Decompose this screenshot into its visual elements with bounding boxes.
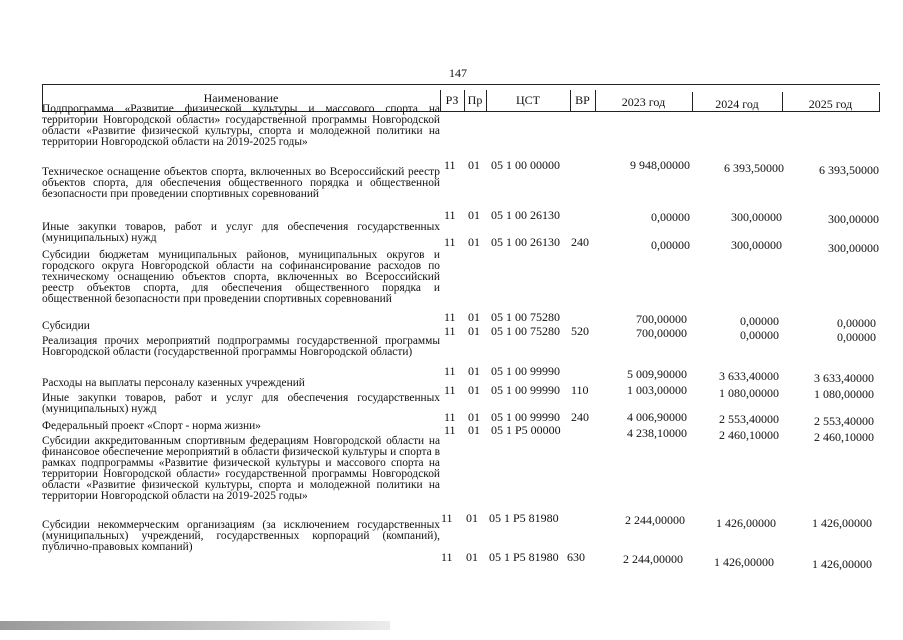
row-name: Иные закупки товаров, работ и услуг для обеспечения государственных (муниципальных) нужд bbox=[42, 392, 440, 416]
row-2024: 0,00000 bbox=[740, 314, 779, 328]
row-2025: 3 633,40000 bbox=[814, 371, 874, 385]
row-2023: 4 238,10000 bbox=[627, 426, 687, 440]
row-2024: 2 553,40000 bbox=[719, 412, 779, 426]
row-pr: 01 bbox=[466, 550, 478, 564]
row-name: Иные закупки товаров, работ и услуг для обеспечения государственных (муниципальных) нужд bbox=[42, 221, 440, 245]
row-rz: 11 bbox=[444, 423, 456, 437]
row-2025: 300,00000 bbox=[828, 212, 879, 226]
row-2025: 0,00000 bbox=[837, 316, 876, 330]
page-number: 147 bbox=[449, 66, 467, 80]
row-2025: 0,00000 bbox=[837, 330, 876, 344]
row-name: Реализация прочих мероприятий подпрограммы государственной программы Новгородской области (государственной программы Новгородской области) bbox=[42, 335, 440, 359]
row-rz: 11 bbox=[444, 158, 456, 172]
row-rz: 11 bbox=[444, 383, 456, 397]
row-cst: 05 1 P5 81980 bbox=[489, 511, 559, 525]
row-cst: 05 1 00 99990 bbox=[491, 383, 560, 397]
row-2023: 5 009,90000 bbox=[627, 367, 687, 381]
row-2025: 2 460,10000 bbox=[814, 430, 874, 444]
row-vr: 110 bbox=[571, 383, 589, 397]
row-2025: 6 393,50000 bbox=[819, 163, 879, 177]
header-name: Наименование bbox=[203, 91, 279, 105]
row-pr: 01 bbox=[466, 511, 478, 525]
row-name: Субсидии аккредитованным спортивным федерациям Новгородской области на финансовое обеспечение мероприятий в области физической культуры и спорта в рамках подпрограммы «Развитие физической культуры и массового спорта на территории Новгородской области» государственной программы Новгородской области «Развитие физической культуры, спорта и молодежной политики на территории Новгородской области на 2019-2025 годы» bbox=[42, 435, 440, 503]
row-rz: 11 bbox=[441, 511, 453, 525]
row-pr: 01 bbox=[468, 324, 480, 338]
row-cst: 05 1 00 99990 bbox=[491, 364, 560, 378]
row-cst: 05 1 00 99990 bbox=[491, 410, 560, 424]
row-2024: 1 080,00000 bbox=[719, 386, 779, 400]
row-vr: 240 bbox=[571, 235, 589, 249]
row-name: Субсидии bbox=[42, 320, 90, 332]
row-pr: 01 bbox=[468, 383, 480, 397]
row-pr: 01 bbox=[468, 158, 480, 172]
row-cst: 05 1 00 75280 bbox=[491, 310, 560, 324]
row-name: Федеральный проект «Спорт - норма жизни» bbox=[42, 420, 261, 432]
row-2025: 2 553,40000 bbox=[814, 414, 874, 428]
scan-edge-shadow bbox=[0, 621, 390, 630]
row-2025: 1 426,00000 bbox=[812, 557, 872, 571]
row-2024: 6 393,50000 bbox=[724, 161, 784, 175]
row-pr: 01 bbox=[468, 235, 480, 249]
header-2024: 2024 год bbox=[715, 97, 759, 111]
row-2023: 2 244,00000 bbox=[623, 552, 683, 566]
row-rz: 11 bbox=[444, 208, 456, 222]
row-name: Субсидии бюджетам муниципальных районов, муниципальных округов и городского округа Новгородской области на софинансирование расходов по техническому оснащению объектов спорта, включенных во Всероссийский реестр объектов спорта, для обеспечения общественного порядка и общественной безопасности при проведении спортивных соревнований bbox=[42, 249, 440, 306]
row-rz: 11 bbox=[444, 364, 456, 378]
row-2024: 300,00000 bbox=[731, 238, 782, 252]
row-pr: 01 bbox=[468, 208, 480, 222]
row-rz: 11 bbox=[444, 310, 456, 324]
header-rz: РЗ bbox=[445, 93, 459, 107]
row-2023: 0,00000 bbox=[651, 238, 690, 252]
row-2024: 0,00000 bbox=[740, 328, 779, 342]
row-cst: 05 1 P5 00000 bbox=[491, 423, 561, 437]
row-pr: 01 bbox=[468, 364, 480, 378]
header-pr: Пр bbox=[467, 93, 483, 107]
row-2023: 4 006,90000 bbox=[627, 410, 687, 424]
row-2023: 9 948,00000 bbox=[630, 158, 690, 172]
header-cst: ЦСТ bbox=[516, 93, 540, 107]
row-2023: 0,00000 bbox=[651, 210, 690, 224]
row-2025: 1 080,00000 bbox=[814, 387, 874, 401]
row-2023: 2 244,00000 bbox=[625, 513, 685, 527]
row-rz: 11 bbox=[444, 410, 456, 424]
row-2023: 700,00000 bbox=[636, 312, 687, 326]
header-2023: 2023 год bbox=[621, 95, 666, 109]
row-2024: 300,00000 bbox=[731, 210, 782, 224]
row-vr: 630 bbox=[567, 550, 585, 564]
row-rz: 11 bbox=[444, 324, 456, 338]
row-cst: 05 1 P5 81980 bbox=[489, 550, 559, 564]
row-name: Субсидии некоммерческим организациям (за исключением государственных (муниципальных) учреждений, государственных корпораций (компаний), публично-правовых компаний) bbox=[42, 519, 440, 554]
row-pr: 01 bbox=[468, 410, 480, 424]
row-rz: 11 bbox=[441, 550, 453, 564]
row-name: Подпрограмма «Развитие физической культуры и массового спорта на территории Новгородской области» государственной программы Новгородской области «Развитие физической культуры, спорта и молодежной политики на территории Новгородской области на 2019-2025 годы» bbox=[42, 103, 440, 149]
row-2023: 1 003,00000 bbox=[627, 383, 687, 397]
row-name: Расходы на выплаты персоналу казенных учреждений bbox=[42, 377, 305, 389]
row-2025: 1 426,00000 bbox=[812, 516, 872, 530]
row-vr: 520 bbox=[571, 324, 589, 338]
row-2024: 3 633,40000 bbox=[719, 369, 779, 383]
header-2025: 2025 год bbox=[808, 97, 853, 111]
row-2025: 300,00000 bbox=[828, 241, 879, 255]
row-cst: 05 1 00 26130 bbox=[491, 208, 560, 222]
row-cst: 05 1 00 00000 bbox=[491, 158, 560, 172]
row-cst: 05 1 00 75280 bbox=[491, 324, 560, 338]
row-2024: 2 460,10000 bbox=[719, 428, 779, 442]
row-cst: 05 1 00 26130 bbox=[491, 235, 560, 249]
row-vr: 240 bbox=[571, 410, 589, 424]
row-pr: 01 bbox=[468, 423, 480, 437]
header-vr: ВР bbox=[575, 93, 590, 107]
row-name: Техническое оснащение объектов спорта, включенных во Всероссийский реестр объектов спорта, для обеспечения общественного порядка и общественной безопасности при проведении спортивных соревнований bbox=[42, 166, 440, 201]
row-2024: 1 426,00000 bbox=[716, 516, 776, 530]
row-rz: 11 bbox=[444, 235, 456, 249]
row-pr: 01 bbox=[468, 310, 480, 324]
row-2023: 700,00000 bbox=[636, 326, 687, 340]
row-2024: 1 426,00000 bbox=[714, 555, 774, 569]
